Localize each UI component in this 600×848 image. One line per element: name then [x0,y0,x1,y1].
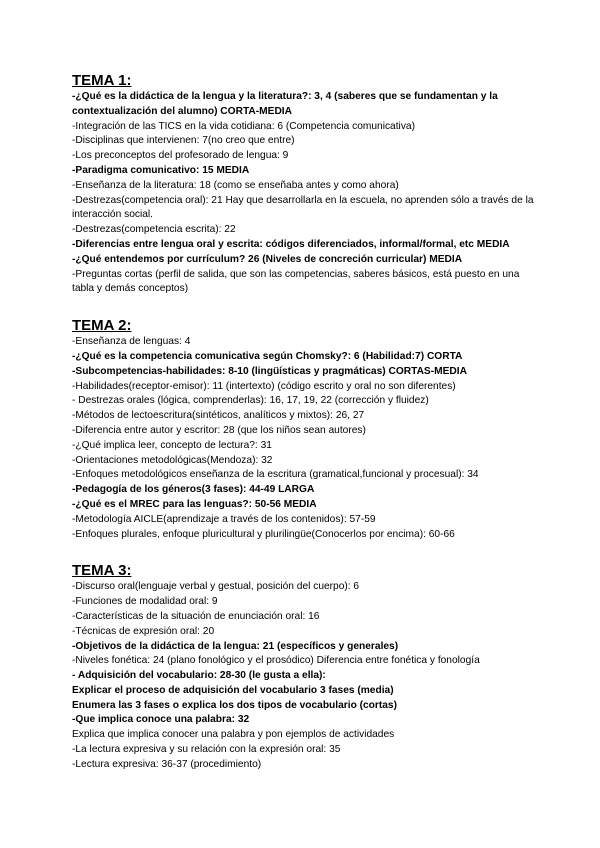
outline-line: -Enseñanza de la literatura: 18 (como se enseñaba antes y como ahora) [72,179,399,191]
outline-line: -Subcompetencias-habilidades: 8-10 (lingüísticas y pragmáticas) CORTAS-MEDIA [72,365,467,377]
document-page [72,72,542,793]
outline-line: -Discurso oral(lenguaje verbal y gestual, posición del cuerpo): 6 [72,581,360,593]
outline-line: -Enfoques plurales, enfoque pluricultural y plurilingüe(Conocerlos por encima): 60-66 [72,528,455,540]
outline-line: -Integración de las TICS en la vida cotidiana: 6 (Competencia comunicativa) [72,120,415,132]
outline-line: -Objetivos de la didáctica de la lengua: 21 (específicos y generales) [72,640,399,652]
outline-line: -Métodos de lectoescritura(sintéticos, analíticos y mixtos): 26, 27 [72,410,365,422]
outline-line: -Enfoques metodológicos enseñanza de la escritura (gramatical,funcional y procesual): 34 [72,469,479,481]
outline-line: - Destrezas orales (lógica, comprenderlas): 16, 17, 19, 22 (corrección y fluidez) [72,395,429,407]
section-tema-1 [72,72,542,297]
outline-line: -Los preconceptos del profesorado de lengua: 9 [72,150,289,162]
outline-line: -Pedagogía de los géneros(3 fases): 44-49 LARGA [72,484,315,496]
outline-line: -¿Qué es el MREC para las lenguas?: 50-56 MEDIA [72,498,317,510]
section-heading: TEMA 3: [72,562,132,580]
outline-line: -¿Qué implica leer, concepto de lectura?: 31 [72,439,272,451]
outline-line: -¿Qué es la didáctica de la lengua y la literatura?: 3, 4 (saberes que se fundamentan y la contextualización del alumno) CORTA-MEDIA [72,91,498,117]
section-tema-3 [72,562,542,772]
section-heading: TEMA 1: [72,72,132,89]
outline-line: -Diferencia entre autor y escritor: 28 (que los niños sean autores) [72,424,366,436]
outline-line: -Disciplinas que intervienen: 7(no creo que entre) [72,135,295,147]
outline-line: Explicar el proceso de adquisición del vocabulario 3 fases (media) [72,684,394,696]
outline-line: -Diferencias entre lengua oral y escrita: códigos diferenciados, informal/formal, etc MEDIA [72,238,510,250]
outline-line: -Preguntas cortas (perfil de salida, que son las competencias, saberes básicos, está puesto en una tabla y demás conceptos) [72,268,520,295]
section-tema-2 [72,317,542,542]
outline-line: -Habilidades(receptor-emisor): 11 (intertexto) (código escrito y oral no son diferentes) [72,380,456,392]
outline-line: -Técnicas de expresión oral: 20 [72,625,215,637]
outline-line: -Características de la situación de enunciación oral: 16 [72,610,320,622]
outline-line: -Enseñanza de lenguas: 4 [72,336,191,348]
outline-line: -La lectura expresiva y su relación con la expresión oral: 35 [72,744,341,756]
outline-line: -Niveles fonética: 24 (plano fonológico y el prosódico) Diferencia entre fonética y fonología [72,655,480,667]
outline-line: Explica que implica conocer una palabra y pon ejemplos de actividades [72,729,395,741]
outline-line: -Que implica conoce una palabra: 32 [72,714,250,726]
outline-line: -Destrezas(competencia oral): 21 Hay que desarrollarla en la escuela, no aprenden sólo a través de la interacción social. [72,194,534,221]
outline-line: -Funciones de modalidad oral: 9 [72,596,218,608]
outline-line: -¿Qué es la competencia comunicativa según Chomsky?: 6 (Habilidad:7) CORTA [72,350,463,362]
section-heading: TEMA 2: [72,317,132,335]
outline-line: -Orientaciones metodológicas(Mendoza): 32 [72,454,273,466]
outline-line: -Metodología AICLE(aprendizaje a través de los contenidos): 57-59 [72,513,376,525]
outline-line: -¿Qué entendemos por currículum? 26 (Niveles de concreción curricular) MEDIA [72,253,463,265]
outline-line: - Adquisición del vocabulario: 28-30 (le gusta a ella): [72,670,326,682]
outline-line: -Destrezas(competencia escrita): 22 [72,224,236,236]
outline-line: -Paradigma comunicativo: 15 MEDIA [72,164,250,176]
outline-line: Enumera las 3 fases o explica los dos tipos de vocabulario (cortas) [72,699,397,711]
outline-line: -Lectura expresiva: 36-37 (procedimiento) [72,758,262,770]
